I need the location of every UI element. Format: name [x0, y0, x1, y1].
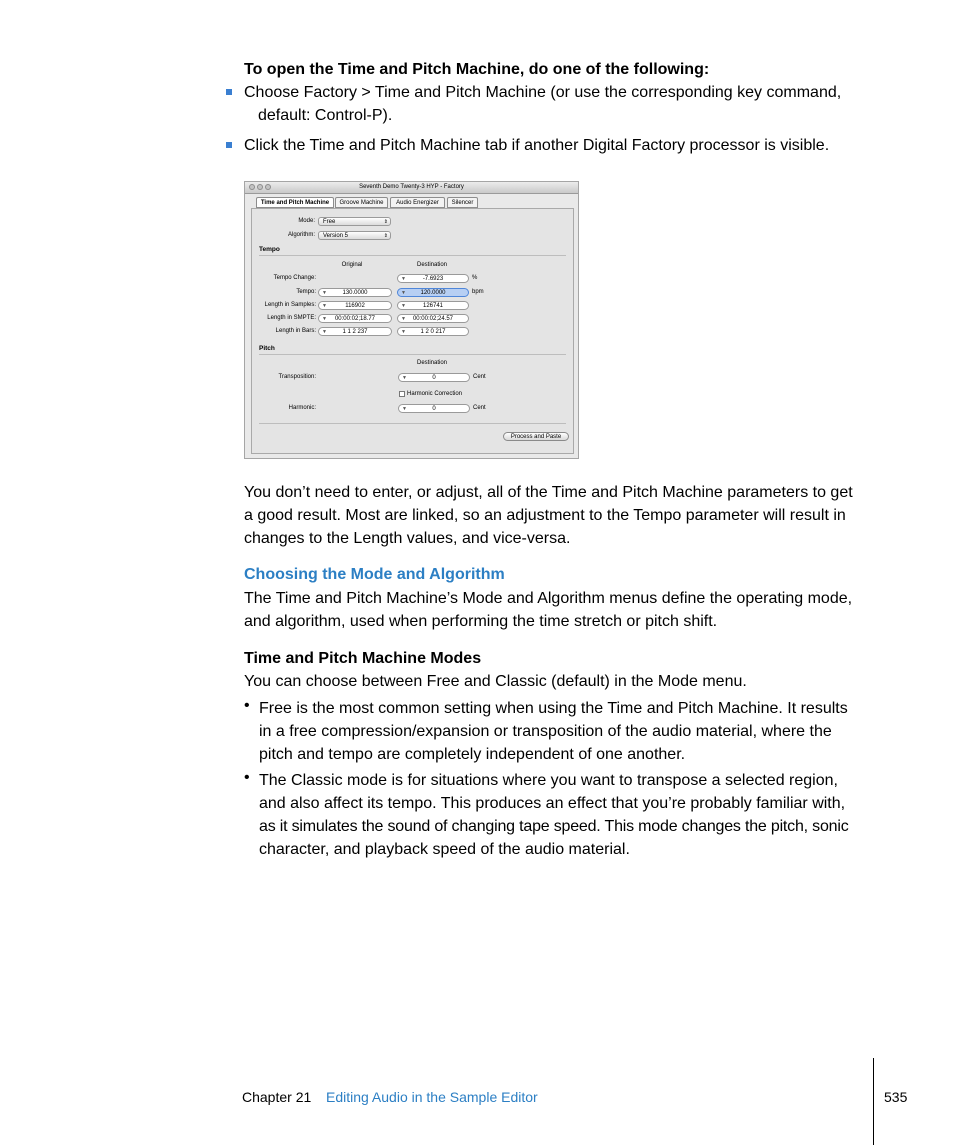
chevron-updown-icon: ⇕: [383, 233, 388, 239]
stepper-arrow-icon: ▼: [402, 375, 407, 381]
list-item-1-line-1: Free is the most common setting when using the Time and Pitch Machine. It results: [259, 700, 848, 717]
list-item-1-line-3: pitch and tempo are completely independent of one another.: [259, 746, 686, 763]
divider: [259, 354, 566, 355]
algorithm-select: [318, 231, 391, 240]
bars-orig-value: 1 1 2 237: [342, 329, 368, 335]
samples-label: Length in Samples:: [264, 302, 316, 308]
window-title: Seventh Demo Twenty-3 HYP - Factory: [359, 184, 464, 190]
footer-chapter: Chapter 21: [242, 1089, 312, 1105]
para-1-line-3: changes to the Length values, and vice-versa.: [244, 530, 571, 547]
footer-chapter-title: Editing Audio in the Sample Editor: [326, 1089, 538, 1105]
samples-orig-field: [318, 301, 392, 310]
original-header: Original: [341, 262, 363, 268]
para-3: You can choose between Free and Classic (default) in the Mode menu.: [244, 673, 747, 690]
mode-label: Mode:: [298, 218, 315, 224]
pitch-destination-header: Destination: [416, 360, 448, 366]
samples-orig-value: 116902: [345, 303, 365, 309]
para-1-line-2: a good result. Most are linked, so an adjustment to the Tempo parameter will result in: [244, 507, 846, 524]
stepper-arrow-icon: ▼: [402, 406, 407, 412]
list-item-2-line-1: The Classic mode is for situations where you want to transpose a selected region,: [259, 772, 838, 789]
instructions-heading: To open the Time and Pitch Machine, do one of the following:: [244, 61, 710, 78]
smpte-orig-field: [318, 314, 392, 323]
tab-silencer: Silencer: [447, 197, 478, 208]
mode-select: [318, 217, 391, 226]
stepper-arrow-icon: ▼: [322, 303, 327, 309]
list-item-2-line-2: and also affect its tempo. This produces an effect that you’re probably familiar with,: [259, 795, 846, 812]
page-number: 535: [884, 1089, 908, 1105]
smpte-orig-value: 00:00:02;18.77: [334, 316, 376, 322]
para-2-line-1: The Time and Pitch Machine’s Mode and Algorithm menus define the operating mode,: [244, 590, 853, 607]
bullet-square-icon: [226, 142, 232, 148]
tab-time-and-pitch-machine: Time and Pitch Machine: [256, 197, 334, 208]
algorithm-value: Version 5: [323, 233, 349, 239]
bars-dest-field: [397, 327, 469, 336]
harmonic-correction-label: Harmonic Correction: [407, 391, 463, 397]
tempo-change-dest-value: -7.6923: [422, 276, 444, 282]
stepper-arrow-icon: ▼: [322, 290, 327, 296]
tab-audio-energizer: Audio Energizer: [390, 197, 445, 208]
list-item-2-line-4: character, and playback speed of the audio material.: [259, 841, 630, 858]
mode-value: Free: [323, 219, 336, 225]
algorithm-label: Algorithm:: [287, 232, 315, 238]
smpte-label: Length in SMPTE:: [267, 315, 316, 321]
harmonic-value: 0: [432, 406, 436, 412]
bullet-square-icon: [226, 89, 232, 95]
divider: [259, 423, 566, 424]
section-heading: Choosing the Mode and Algorithm: [244, 566, 505, 583]
stepper-arrow-icon: ▼: [401, 276, 406, 282]
transposition-unit: Cent: [473, 374, 486, 380]
tempo-orig-field: [318, 288, 392, 297]
smpte-dest-field: [397, 314, 469, 323]
process-and-paste-button: Process and Paste: [503, 432, 569, 441]
tempo-unit: bpm: [472, 289, 484, 295]
tempo-change-dest-field: [397, 274, 469, 283]
tempo-change-label: Tempo Change:: [273, 275, 316, 281]
tempo-change-unit: %: [472, 275, 478, 281]
transposition-field: [398, 373, 470, 382]
window-titlebar: [245, 182, 578, 194]
smpte-dest-value: 00:00:02;24.57: [412, 316, 454, 322]
tempo-label: Tempo:: [296, 289, 316, 295]
samples-dest-value: 126741: [422, 303, 444, 309]
chevron-updown-icon: ⇕: [383, 219, 388, 225]
list-item-1-line-2: in a free compression/expansion or transposition of the audio material, where the: [259, 723, 832, 740]
bullet-dot-icon: •: [244, 769, 250, 786]
tempo-dest-value: 120.0000: [420, 290, 446, 296]
time-pitch-machine-screenshot: [244, 181, 579, 459]
footer-divider: [873, 1058, 874, 1145]
samples-dest-field: [397, 301, 469, 310]
tab-groove-machine: Groove Machine: [335, 197, 388, 208]
divider: [259, 255, 566, 256]
para-1-line-1: You don’t need to enter, or adjust, all of the Time and Pitch Machine parameters to get: [244, 484, 853, 501]
list-item-2-line-3: as it simulates the sound of changing tape speed. This mode changes the pitch, sonic: [259, 818, 849, 835]
bars-dest-value: 1 2 0 217: [420, 329, 446, 335]
settings-panel: [251, 208, 574, 454]
bullet-1-line-2: default: Control-P).: [258, 107, 393, 124]
harmonic-unit: Cent: [473, 405, 486, 411]
bullet-2: Click the Time and Pitch Machine tab if another Digital Factory processor is visible.: [244, 137, 830, 154]
stepper-arrow-icon: ▼: [322, 329, 327, 335]
harmonic-correction-checkbox: [399, 391, 405, 397]
tempo-section-title: Tempo: [259, 246, 280, 253]
transposition-value: 0: [432, 375, 436, 381]
stepper-arrow-icon: ▼: [401, 329, 406, 335]
pitch-section-title: Pitch: [259, 345, 275, 352]
bullet-1-line-1: Choose Factory > Time and Pitch Machine (or use the corresponding key command,: [244, 84, 842, 101]
subheading: Time and Pitch Machine Modes: [244, 650, 482, 667]
harmonic-label: Harmonic:: [288, 405, 316, 411]
transposition-label: Transposition:: [278, 374, 316, 380]
stepper-arrow-icon: ▼: [322, 316, 327, 322]
harmonic-field: [398, 404, 470, 413]
stepper-arrow-icon: ▼: [401, 316, 406, 322]
destination-header: Destination: [416, 262, 448, 268]
para-2-line-2: and algorithm, used when performing the time stretch or pitch shift.: [244, 613, 718, 630]
tempo-dest-field: [397, 288, 469, 297]
bars-label: Length in Bars:: [275, 328, 316, 334]
stepper-arrow-icon: ▼: [401, 290, 406, 296]
stepper-arrow-icon: ▼: [401, 303, 406, 309]
bars-orig-field: [318, 327, 392, 336]
bullet-dot-icon: •: [244, 697, 250, 714]
tempo-orig-value: 130.0000: [342, 290, 368, 296]
